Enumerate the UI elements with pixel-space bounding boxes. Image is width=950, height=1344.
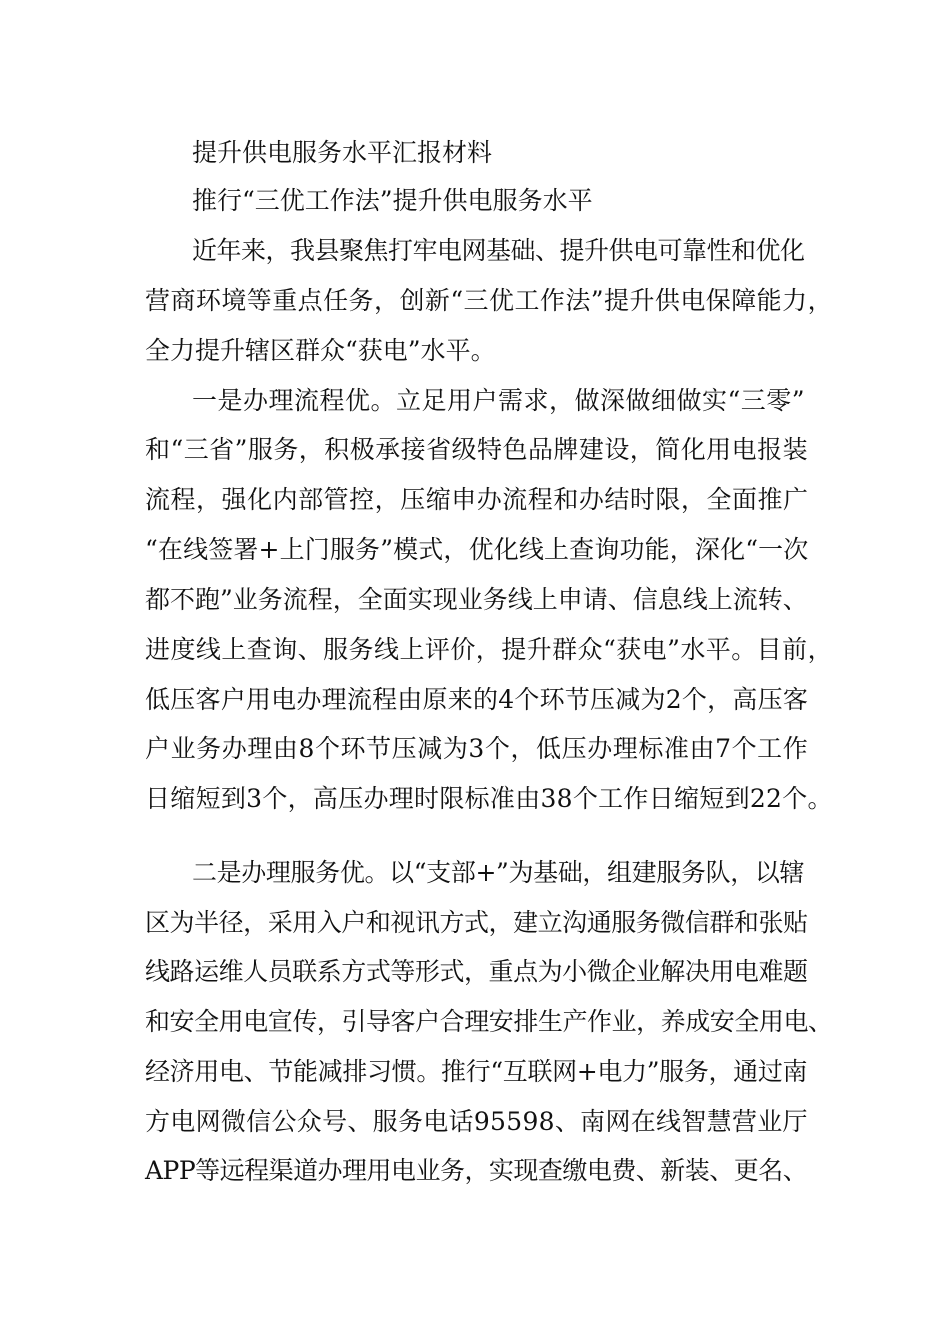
text-line: 经济用电、节能减排习惯。推行“互联网+电力”服务，通过南 xyxy=(145,1057,808,1086)
text-line: “在线签署+上门服务”模式，优化线上查询功能，深化“一次 xyxy=(145,535,809,564)
text-line: 线路运维人员联系方式等形式，重点为小微企业解决用电难题 xyxy=(145,957,808,986)
text-line: 低压客户用电办理流程由原来的4个环节压减为2个，高压客 xyxy=(145,685,809,714)
text-line: 方电网微信公众号、服务电话95598、南网在线智慧营业厅 xyxy=(145,1107,808,1136)
text-line: 一是办理流程优。立足用户需求，做深做细做实“三零” xyxy=(192,386,806,415)
text-line: 进度线上查询、服务线上评价，提升群众“获电”水平。目前， xyxy=(145,635,834,664)
document-title: 提升供电服务水平汇报材料 xyxy=(192,138,493,167)
text-line: 日缩短到3个，高压办理时限标准由38个工作日缩短到22个。 xyxy=(145,784,833,813)
text-line: 二是办理服务优。以“支部+”为基础，组建服务队，以辖 xyxy=(192,858,805,887)
text-line: 近年来，我县聚焦打牢电网基础、提升供电可靠性和优化 xyxy=(192,236,805,265)
text-line: 全力提升辖区群众“获电”水平。 xyxy=(145,336,496,365)
text-line: 户业务办理由8个环节压减为3个，低压办理标准由7个工作 xyxy=(145,734,809,763)
text-line: 流程，强化内部管控，压缩申办流程和办结时限，全面推广 xyxy=(145,485,809,514)
text-line: 营商环境等重点任务，创新“三优工作法”提升供电保障能力， xyxy=(145,286,834,315)
document-subtitle: 推行“三优工作法”提升供电服务水平 xyxy=(192,186,593,215)
text-line: 和“三省”服务，积极承接省级特色品牌建设，简化用电报装 xyxy=(145,435,809,464)
text-line: 都不跑”业务流程，全面实现业务线上申请、信息线上流转、 xyxy=(145,585,808,614)
text-line: 和安全用电宣传，引导客户合理安排生产作业，养成安全用电、 xyxy=(145,1007,833,1036)
text-line: APP等远程渠道办理用电业务，实现查缴电费、新装、更名、 xyxy=(145,1156,808,1185)
text-line: 区为半径，采用入户和视讯方式，建立沟通服务微信群和张贴 xyxy=(145,908,808,937)
